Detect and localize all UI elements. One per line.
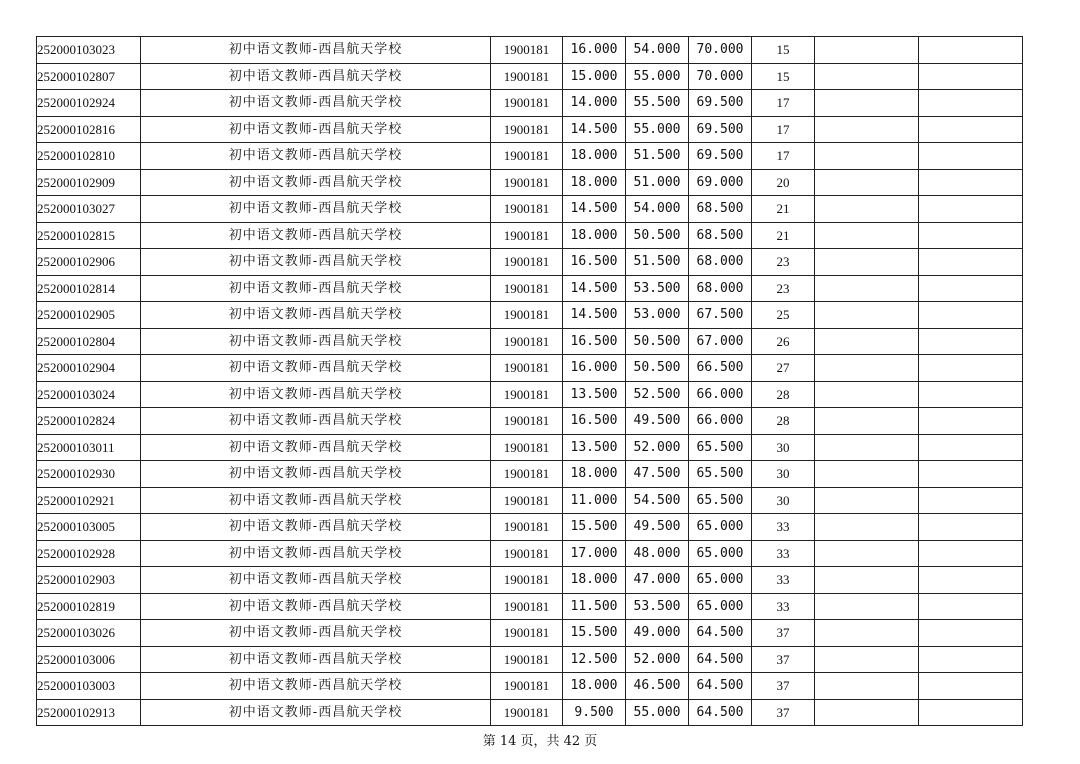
blank-cell (919, 646, 1023, 673)
table-row (37, 408, 1023, 435)
rank-cell: 33 (752, 540, 815, 567)
admission-number-cell: 252000102913 (37, 699, 141, 726)
rank-cell: 17 (752, 143, 815, 170)
rank-cell: 15 (752, 63, 815, 90)
admission-number-cell: 252000103023 (37, 37, 141, 64)
rank-cell: 27 (752, 355, 815, 382)
score-a-cell: 14.000 (563, 90, 626, 117)
blank-cell (815, 90, 919, 117)
table-row (37, 328, 1023, 355)
rank-cell: 15 (752, 37, 815, 64)
table-row (37, 63, 1023, 90)
position-cell: 初中语文教师-西昌航天学校 (141, 540, 491, 567)
score-b-cell: 51.000 (626, 169, 689, 196)
blank-cell (919, 63, 1023, 90)
admission-number-cell: 252000102815 (37, 222, 141, 249)
position-code-cell: 1900181 (491, 328, 563, 355)
blank-cell (919, 567, 1023, 594)
score-b-cell: 48.000 (626, 540, 689, 567)
position-cell: 初中语文教师-西昌航天学校 (141, 196, 491, 223)
score-a-cell: 14.500 (563, 196, 626, 223)
rank-cell: 33 (752, 567, 815, 594)
score-table (36, 36, 1023, 726)
blank-cell (815, 593, 919, 620)
position-cell: 初中语文教师-西昌航天学校 (141, 116, 491, 143)
blank-cell (919, 434, 1023, 461)
position-cell: 初中语文教师-西昌航天学校 (141, 434, 491, 461)
blank-cell (919, 328, 1023, 355)
blank-cell (815, 514, 919, 541)
score-a-cell: 16.500 (563, 408, 626, 435)
position-cell: 初中语文教师-西昌航天学校 (141, 646, 491, 673)
admission-number-cell: 252000102810 (37, 143, 141, 170)
blank-cell (919, 302, 1023, 329)
score-a-cell: 15.500 (563, 620, 626, 647)
position-cell: 初中语文教师-西昌航天学校 (141, 328, 491, 355)
score-b-cell: 49.500 (626, 408, 689, 435)
blank-cell (815, 567, 919, 594)
position-cell: 初中语文教师-西昌航天学校 (141, 302, 491, 329)
score-b-cell: 49.000 (626, 620, 689, 647)
position-code-cell: 1900181 (491, 567, 563, 594)
position-cell: 初中语文教师-西昌航天学校 (141, 487, 491, 514)
position-cell: 初中语文教师-西昌航天学校 (141, 63, 491, 90)
position-code-cell: 1900181 (491, 169, 563, 196)
score-b-cell: 50.500 (626, 328, 689, 355)
blank-cell (919, 143, 1023, 170)
score-b-cell: 53.500 (626, 593, 689, 620)
blank-cell (815, 328, 919, 355)
score-b-cell: 55.000 (626, 116, 689, 143)
admission-number-cell: 252000102928 (37, 540, 141, 567)
rank-cell: 26 (752, 328, 815, 355)
position-cell: 初中语文教师-西昌航天学校 (141, 620, 491, 647)
position-cell: 初中语文教师-西昌航天学校 (141, 355, 491, 382)
total-score-cell: 69.500 (689, 90, 752, 117)
blank-cell (919, 487, 1023, 514)
total-score-cell: 70.000 (689, 63, 752, 90)
table-row (37, 514, 1023, 541)
admission-number-cell: 252000103011 (37, 434, 141, 461)
score-a-cell: 17.000 (563, 540, 626, 567)
rank-cell: 30 (752, 434, 815, 461)
rank-cell: 28 (752, 408, 815, 435)
rank-cell: 37 (752, 673, 815, 700)
score-a-cell: 16.000 (563, 355, 626, 382)
score-b-cell: 55.000 (626, 63, 689, 90)
position-code-cell: 1900181 (491, 222, 563, 249)
blank-cell (815, 169, 919, 196)
total-score-cell: 65.000 (689, 593, 752, 620)
position-code-cell: 1900181 (491, 461, 563, 488)
table-row (37, 540, 1023, 567)
score-a-cell: 12.500 (563, 646, 626, 673)
score-a-cell: 11.500 (563, 593, 626, 620)
admission-number-cell: 252000103027 (37, 196, 141, 223)
blank-cell (919, 540, 1023, 567)
admission-number-cell: 252000102909 (37, 169, 141, 196)
score-b-cell: 47.000 (626, 567, 689, 594)
blank-cell (919, 408, 1023, 435)
rank-cell: 25 (752, 302, 815, 329)
rank-cell: 23 (752, 275, 815, 302)
table-row (37, 355, 1023, 382)
table-row (37, 434, 1023, 461)
total-score-cell: 70.000 (689, 37, 752, 64)
score-a-cell: 13.500 (563, 434, 626, 461)
rank-cell: 21 (752, 196, 815, 223)
position-cell: 初中语文教师-西昌航天学校 (141, 249, 491, 276)
score-a-cell: 18.000 (563, 673, 626, 700)
blank-cell (919, 196, 1023, 223)
score-a-cell: 14.500 (563, 275, 626, 302)
blank-cell (815, 408, 919, 435)
rank-cell: 17 (752, 90, 815, 117)
table-row (37, 381, 1023, 408)
score-b-cell: 52.000 (626, 646, 689, 673)
total-score-cell: 67.500 (689, 302, 752, 329)
blank-cell (919, 169, 1023, 196)
total-score-cell: 68.500 (689, 196, 752, 223)
admission-number-cell: 252000102930 (37, 461, 141, 488)
blank-cell (815, 37, 919, 64)
rank-cell: 30 (752, 461, 815, 488)
score-b-cell: 50.500 (626, 222, 689, 249)
admission-number-cell: 252000102814 (37, 275, 141, 302)
total-score-cell: 66.000 (689, 408, 752, 435)
total-score-cell: 64.500 (689, 620, 752, 647)
admission-number-cell: 252000103006 (37, 646, 141, 673)
score-a-cell: 11.000 (563, 487, 626, 514)
blank-cell (815, 249, 919, 276)
blank-cell (919, 620, 1023, 647)
position-code-cell: 1900181 (491, 63, 563, 90)
rank-cell: 23 (752, 249, 815, 276)
position-code-cell: 1900181 (491, 646, 563, 673)
position-code-cell: 1900181 (491, 381, 563, 408)
score-a-cell: 15.000 (563, 63, 626, 90)
rank-cell: 21 (752, 222, 815, 249)
table-row (37, 487, 1023, 514)
position-code-cell: 1900181 (491, 593, 563, 620)
admission-number-cell: 252000102807 (37, 63, 141, 90)
position-cell: 初中语文教师-西昌航天学校 (141, 222, 491, 249)
blank-cell (919, 222, 1023, 249)
position-code-cell: 1900181 (491, 487, 563, 514)
score-b-cell: 54.500 (626, 487, 689, 514)
score-a-cell: 16.000 (563, 37, 626, 64)
score-b-cell: 53.500 (626, 275, 689, 302)
position-code-cell: 1900181 (491, 196, 563, 223)
blank-cell (919, 593, 1023, 620)
table-row (37, 699, 1023, 726)
position-cell: 初中语文教师-西昌航天学校 (141, 143, 491, 170)
total-score-cell: 65.500 (689, 434, 752, 461)
admission-number-cell: 252000103005 (37, 514, 141, 541)
table-row (37, 673, 1023, 700)
blank-cell (919, 116, 1023, 143)
score-b-cell: 52.000 (626, 434, 689, 461)
score-a-cell: 15.500 (563, 514, 626, 541)
rank-cell: 20 (752, 169, 815, 196)
admission-number-cell: 252000102824 (37, 408, 141, 435)
total-score-cell: 65.000 (689, 540, 752, 567)
score-b-cell: 51.500 (626, 249, 689, 276)
score-a-cell: 13.500 (563, 381, 626, 408)
blank-cell (815, 699, 919, 726)
blank-cell (815, 116, 919, 143)
score-a-cell: 14.500 (563, 116, 626, 143)
position-code-cell: 1900181 (491, 249, 563, 276)
table-row (37, 196, 1023, 223)
rank-cell: 28 (752, 381, 815, 408)
total-score-cell: 69.500 (689, 116, 752, 143)
table-row (37, 143, 1023, 170)
table-row (37, 567, 1023, 594)
score-b-cell: 46.500 (626, 673, 689, 700)
total-score-cell: 69.500 (689, 143, 752, 170)
total-score-cell: 68.000 (689, 275, 752, 302)
blank-cell (919, 37, 1023, 64)
blank-cell (815, 143, 919, 170)
position-code-cell: 1900181 (491, 408, 563, 435)
blank-cell (815, 63, 919, 90)
position-code-cell: 1900181 (491, 355, 563, 382)
score-a-cell: 18.000 (563, 169, 626, 196)
score-a-cell: 14.500 (563, 302, 626, 329)
table-row (37, 461, 1023, 488)
position-cell: 初中语文教师-西昌航天学校 (141, 169, 491, 196)
blank-cell (815, 487, 919, 514)
score-b-cell: 53.000 (626, 302, 689, 329)
rank-cell: 37 (752, 620, 815, 647)
blank-cell (815, 275, 919, 302)
admission-number-cell: 252000102816 (37, 116, 141, 143)
total-score-cell: 68.000 (689, 249, 752, 276)
score-b-cell: 49.500 (626, 514, 689, 541)
blank-cell (815, 196, 919, 223)
position-cell: 初中语文教师-西昌航天学校 (141, 593, 491, 620)
table-body (37, 37, 1023, 726)
blank-cell (815, 461, 919, 488)
blank-cell (815, 620, 919, 647)
position-code-cell: 1900181 (491, 143, 563, 170)
total-score-cell: 66.000 (689, 381, 752, 408)
score-a-cell: 16.500 (563, 249, 626, 276)
score-a-cell: 18.000 (563, 143, 626, 170)
blank-cell (919, 249, 1023, 276)
blank-cell (815, 355, 919, 382)
position-cell: 初中语文教师-西昌航天学校 (141, 514, 491, 541)
position-code-cell: 1900181 (491, 275, 563, 302)
admission-number-cell: 252000102903 (37, 567, 141, 594)
admission-number-cell: 252000102906 (37, 249, 141, 276)
blank-cell (919, 461, 1023, 488)
blank-cell (815, 673, 919, 700)
position-cell: 初中语文教师-西昌航天学校 (141, 90, 491, 117)
blank-cell (815, 540, 919, 567)
rank-cell: 33 (752, 593, 815, 620)
score-a-cell: 9.500 (563, 699, 626, 726)
blank-cell (815, 222, 919, 249)
table-row (37, 37, 1023, 64)
table-row (37, 116, 1023, 143)
admission-number-cell: 252000103026 (37, 620, 141, 647)
position-cell: 初中语文教师-西昌航天学校 (141, 567, 491, 594)
position-cell: 初中语文教师-西昌航天学校 (141, 461, 491, 488)
score-b-cell: 55.500 (626, 90, 689, 117)
admission-number-cell: 252000102904 (37, 355, 141, 382)
total-score-cell: 64.500 (689, 646, 752, 673)
position-code-cell: 1900181 (491, 90, 563, 117)
position-code-cell: 1900181 (491, 37, 563, 64)
score-b-cell: 50.500 (626, 355, 689, 382)
table-row (37, 222, 1023, 249)
score-a-cell: 16.500 (563, 328, 626, 355)
admission-number-cell: 252000102819 (37, 593, 141, 620)
rank-cell: 37 (752, 646, 815, 673)
admission-number-cell: 252000103003 (37, 673, 141, 700)
blank-cell (919, 673, 1023, 700)
position-code-cell: 1900181 (491, 673, 563, 700)
blank-cell (815, 302, 919, 329)
score-b-cell: 51.500 (626, 143, 689, 170)
total-score-cell: 66.500 (689, 355, 752, 382)
total-score-cell: 65.500 (689, 487, 752, 514)
table-row (37, 302, 1023, 329)
total-score-cell: 67.000 (689, 328, 752, 355)
total-score-cell: 68.500 (689, 222, 752, 249)
table-row (37, 90, 1023, 117)
admission-number-cell: 252000102924 (37, 90, 141, 117)
position-cell: 初中语文教师-西昌航天学校 (141, 275, 491, 302)
rank-cell: 37 (752, 699, 815, 726)
position-cell: 初中语文教师-西昌航天学校 (141, 408, 491, 435)
total-score-cell: 64.500 (689, 673, 752, 700)
position-cell: 初中语文教师-西昌航天学校 (141, 37, 491, 64)
position-cell: 初中语文教师-西昌航天学校 (141, 381, 491, 408)
score-b-cell: 55.000 (626, 699, 689, 726)
score-b-cell: 52.500 (626, 381, 689, 408)
total-score-cell: 64.500 (689, 699, 752, 726)
table-row (37, 249, 1023, 276)
score-b-cell: 54.000 (626, 37, 689, 64)
table-row (37, 169, 1023, 196)
total-score-cell: 65.000 (689, 514, 752, 541)
blank-cell (919, 275, 1023, 302)
position-code-cell: 1900181 (491, 434, 563, 461)
table-row (37, 646, 1023, 673)
rank-cell: 30 (752, 487, 815, 514)
blank-cell (919, 355, 1023, 382)
total-score-cell: 69.000 (689, 169, 752, 196)
blank-cell (919, 699, 1023, 726)
admission-number-cell: 252000103024 (37, 381, 141, 408)
admission-number-cell: 252000102804 (37, 328, 141, 355)
position-code-cell: 1900181 (491, 699, 563, 726)
rank-cell: 33 (752, 514, 815, 541)
blank-cell (919, 90, 1023, 117)
score-b-cell: 47.500 (626, 461, 689, 488)
blank-cell (815, 646, 919, 673)
position-code-cell: 1900181 (491, 540, 563, 567)
position-code-cell: 1900181 (491, 514, 563, 541)
score-a-cell: 18.000 (563, 222, 626, 249)
score-a-cell: 18.000 (563, 461, 626, 488)
page-footer: 第 14 页，共 42 页 (482, 734, 598, 749)
position-code-cell: 1900181 (491, 620, 563, 647)
score-a-cell: 18.000 (563, 567, 626, 594)
position-cell: 初中语文教师-西昌航天学校 (141, 673, 491, 700)
admission-number-cell: 252000102921 (37, 487, 141, 514)
table-row (37, 620, 1023, 647)
position-code-cell: 1900181 (491, 302, 563, 329)
table-row (37, 275, 1023, 302)
blank-cell (919, 514, 1023, 541)
position-code-cell: 1900181 (491, 116, 563, 143)
total-score-cell: 65.500 (689, 461, 752, 488)
rank-cell: 17 (752, 116, 815, 143)
blank-cell (919, 381, 1023, 408)
position-cell: 初中语文教师-西昌航天学校 (141, 699, 491, 726)
blank-cell (815, 381, 919, 408)
admission-number-cell: 252000102905 (37, 302, 141, 329)
blank-cell (815, 434, 919, 461)
score-b-cell: 54.000 (626, 196, 689, 223)
table-row (37, 593, 1023, 620)
total-score-cell: 65.000 (689, 567, 752, 594)
